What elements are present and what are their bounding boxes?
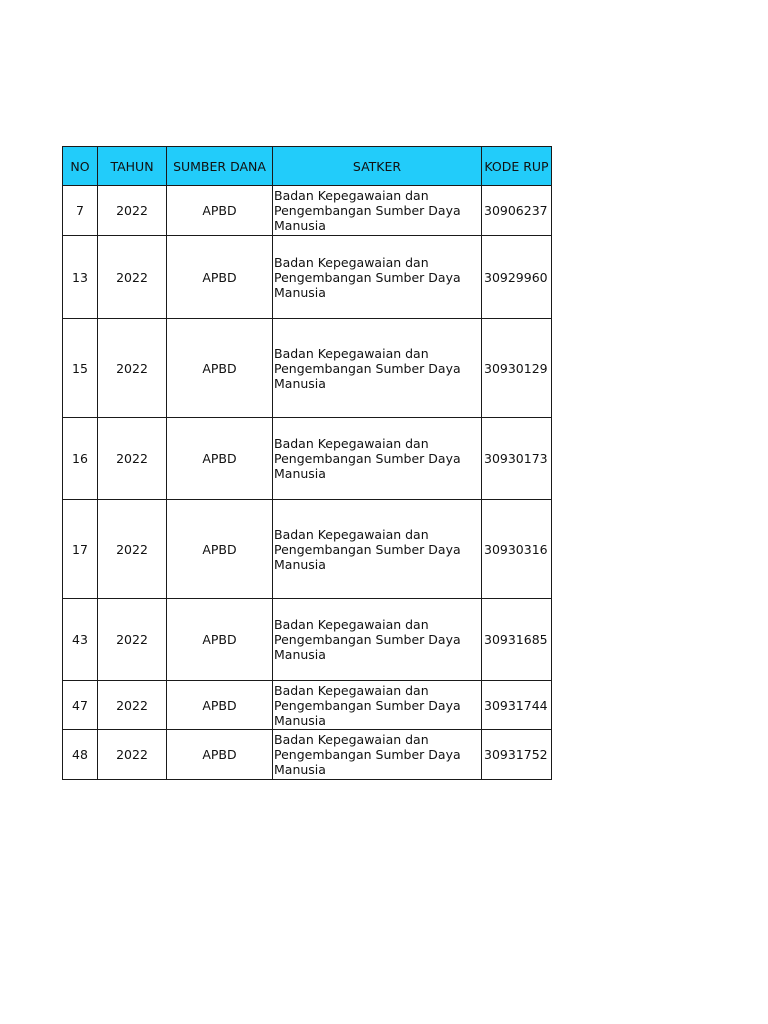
cell-sumber-dana: APBD <box>167 236 273 319</box>
cell-no: 48 <box>63 730 98 780</box>
cell-satker: Badan Kepegawaian dan Pengembangan Sumber Daya Manusia <box>273 319 482 418</box>
table-row <box>63 681 552 730</box>
cell-kode-rup: 30931685 <box>482 599 552 681</box>
cell-kode-rup: 30929960 <box>482 236 552 319</box>
cell-no: 13 <box>63 236 98 319</box>
header-no: NO <box>63 147 98 186</box>
cell-no: 47 <box>63 681 98 730</box>
cell-sumber-dana: APBD <box>167 319 273 418</box>
cell-tahun: 2022 <box>98 681 167 730</box>
cell-sumber-dana: APBD <box>167 599 273 681</box>
table-row <box>63 186 552 236</box>
header-row <box>63 147 552 186</box>
cell-sumber-dana: APBD <box>167 500 273 599</box>
table-row <box>63 236 552 319</box>
cell-sumber-dana: APBD <box>167 730 273 780</box>
cell-sumber-dana: APBD <box>167 418 273 500</box>
cell-satker: Badan Kepegawaian dan Pengembangan Sumber Daya Manusia <box>273 599 482 681</box>
cell-tahun: 2022 <box>98 418 167 500</box>
table-row <box>63 500 552 599</box>
cell-kode-rup: 30931752 <box>482 730 552 780</box>
cell-kode-rup: 30930316 <box>482 500 552 599</box>
cell-no: 17 <box>63 500 98 599</box>
table-row <box>63 599 552 681</box>
cell-satker: Badan Kepegawaian dan Pengembangan Sumber Daya Manusia <box>273 236 482 319</box>
cell-tahun: 2022 <box>98 599 167 681</box>
cell-tahun: 2022 <box>98 319 167 418</box>
cell-kode-rup: 30930173 <box>482 418 552 500</box>
cell-kode-rup: 30930129 <box>482 319 552 418</box>
cell-kode-rup: 30906237 <box>482 186 552 236</box>
header-satker: SATKER <box>273 147 482 186</box>
cell-kode-rup: 30931744 <box>482 681 552 730</box>
cell-tahun: 2022 <box>98 236 167 319</box>
cell-satker: Badan Kepegawaian dan Pengembangan Sumber Daya Manusia <box>273 730 482 780</box>
cell-tahun: 2022 <box>98 730 167 780</box>
cell-sumber-dana: APBD <box>167 681 273 730</box>
header-sumber-dana: SUMBER DANA <box>167 147 273 186</box>
cell-no: 16 <box>63 418 98 500</box>
cell-no: 7 <box>63 186 98 236</box>
table-row <box>63 730 552 780</box>
rup-table <box>62 146 552 780</box>
cell-no: 43 <box>63 599 98 681</box>
cell-sumber-dana: APBD <box>167 186 273 236</box>
cell-no: 15 <box>63 319 98 418</box>
cell-tahun: 2022 <box>98 186 167 236</box>
cell-tahun: 2022 <box>98 500 167 599</box>
header-kode-rup: KODE RUP <box>482 147 552 186</box>
header-tahun: TAHUN <box>98 147 167 186</box>
table-row <box>63 319 552 418</box>
cell-satker: Badan Kepegawaian dan Pengembangan Sumber Daya Manusia <box>273 418 482 500</box>
cell-satker: Badan Kepegawaian dan Pengembangan Sumber Daya Manusia <box>273 500 482 599</box>
cell-satker: Badan Kepegawaian dan Pengembangan Sumber Daya Manusia <box>273 186 482 236</box>
table-row <box>63 418 552 500</box>
cell-satker: Badan Kepegawaian dan Pengembangan Sumber Daya Manusia <box>273 681 482 730</box>
